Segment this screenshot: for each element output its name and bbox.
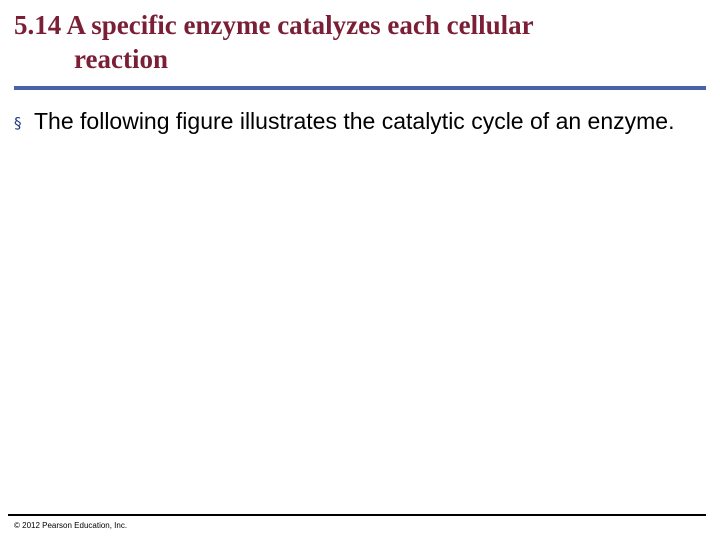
- footer-divider: [8, 514, 706, 516]
- slide-title: [14, 8, 704, 76]
- slide-title-line-1: 5.14 A specific enzyme catalyzes each cellular: [14, 10, 534, 40]
- bullet-item: [14, 106, 704, 140]
- copyright-notice: © 2012 Pearson Education, Inc.: [14, 521, 128, 530]
- bullet-text: The following figure illustrates the catalytic cycle of an enzyme.: [34, 108, 675, 134]
- bullet-marker-icon: §: [14, 114, 22, 132]
- title-divider: [14, 86, 706, 90]
- slide-title-line-2: reaction: [74, 44, 168, 74]
